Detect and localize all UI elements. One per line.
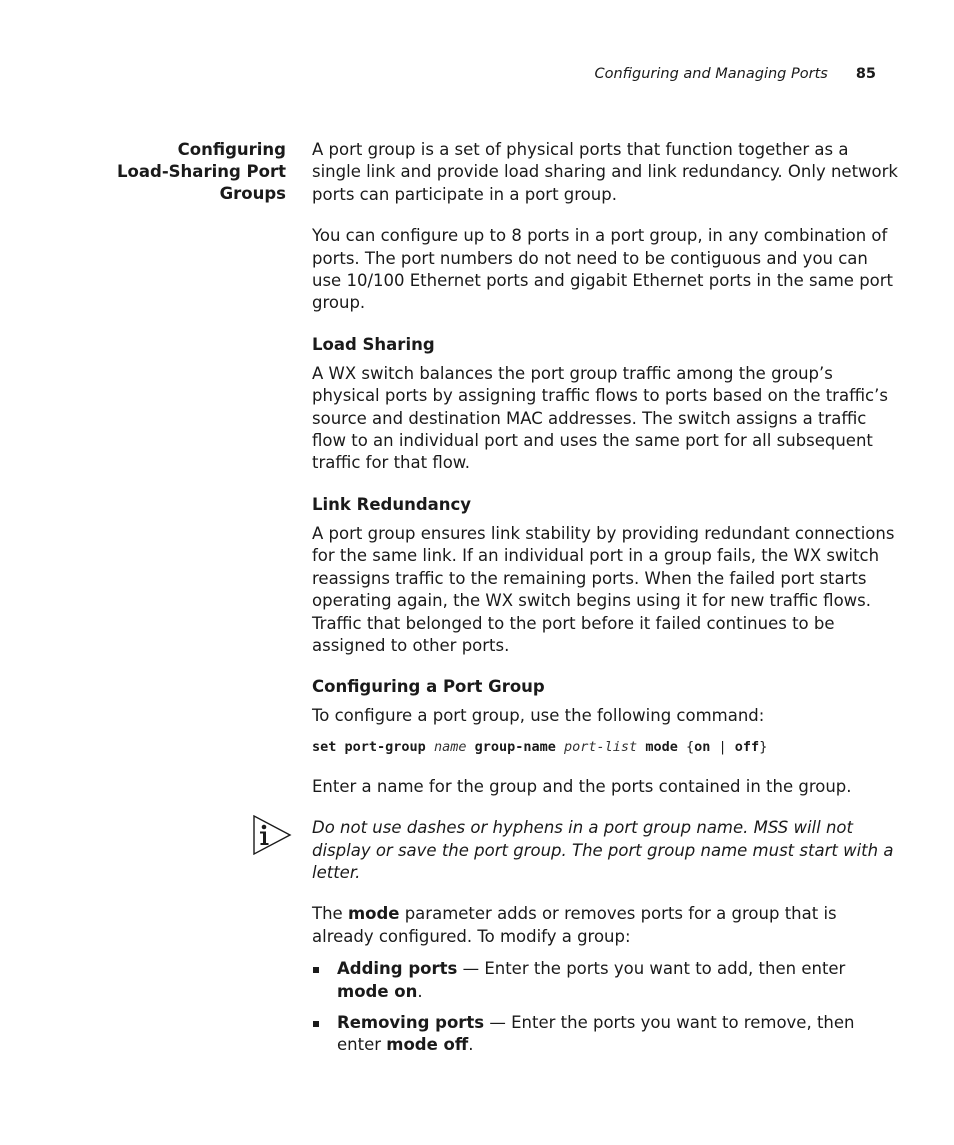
bullet-text: — Enter the ports you want to remove, then enter — [337, 1012, 855, 1055]
bullet-label: Adding ports — [337, 959, 458, 979]
bullet-label: Removing ports — [337, 1012, 485, 1032]
command-variable: port-list — [564, 738, 638, 755]
configuring-port-group-heading: Configuring a Port Group — [312, 677, 545, 697]
command-keyword: set port-group — [312, 738, 426, 755]
load-sharing-heading: Load Sharing — [312, 334, 435, 354]
running-header-title: Configuring and Managing Ports — [594, 66, 828, 82]
configuring-intro-paragraph: To configure a port group, use the following command: — [312, 706, 765, 726]
command-keyword: group-name — [474, 738, 556, 755]
mode-keyword: mode — [347, 904, 400, 924]
link-redundancy-heading: Link Redundancy — [312, 494, 472, 514]
mode-paragraph — [312, 903, 902, 948]
bullet-square-icon — [313, 967, 319, 973]
command-brace: } — [759, 738, 768, 755]
section-heading-line: Groups — [219, 184, 286, 203]
link-redundancy-paragraph: A port group ensures link stability by providing redundant connections for the same link. If an individual port in a group fails, the WX switch reassigns traffic to the remaining ports. When the failed port starts operating again, the WX switch begins using it for new traffic flows. Traffic that belonged to the port before it failed continues to be assigned to other ports. — [312, 523, 895, 655]
bullet-list — [312, 958, 902, 1057]
mode-text: The — [312, 904, 348, 924]
after-command-paragraph: Enter a name for the group and the ports contained in the group. — [312, 776, 852, 796]
info-note-icon — [252, 815, 292, 855]
bullet-end: . — [417, 981, 423, 1001]
command-option: off — [734, 738, 760, 755]
bullet-command: mode on — [337, 981, 418, 1001]
mode-text: parameter adds or removes ports for a group that is already configured. To modify a group: — [312, 904, 837, 946]
command-separator: | — [718, 738, 727, 755]
command-variable: name — [433, 738, 467, 755]
bullet-end: . — [468, 1035, 474, 1055]
bullet-command: mode off — [386, 1035, 469, 1055]
section-heading-line: Load-Sharing Port — [117, 162, 286, 181]
page-number: 85 — [855, 66, 876, 82]
bullet-text: — Enter the ports you want to add, then enter — [457, 959, 846, 979]
list-item — [312, 958, 902, 1003]
note-text: Do not use dashes or hyphens in a port group name. MSS will not display or save the port group. The port group name must start with a letter. — [312, 818, 894, 882]
command-syntax — [312, 737, 902, 757]
command-keyword: mode — [645, 738, 678, 755]
command-brace: { — [685, 738, 695, 755]
bullet-square-icon — [313, 1021, 319, 1027]
intro-paragraph: You can configure up to 8 ports in a port group, in any combination of ports. The port numbers do not need to be contiguous and you can use 10/100 Ethernet ports and gigabit Ethernet ports in the same port group. — [312, 226, 894, 313]
intro-paragraph: A port group is a set of physical ports that function together as a single link and provide load sharing and link redundancy. Only network ports can participate in a port group. — [312, 140, 898, 204]
running-header — [594, 66, 876, 82]
main-content — [312, 139, 902, 1066]
note-block — [312, 817, 902, 884]
section-heading — [86, 139, 286, 205]
command-option: on — [694, 738, 711, 755]
list-item — [312, 1012, 902, 1057]
load-sharing-paragraph: A WX switch balances the port group traffic among the group’s physical ports by assigning traffic flows to ports based on the traffic’s source and destination MAC addresses. The switch assigns a traffic flow to an individual port and uses the same port for all subsequent traffic for that flow. — [312, 363, 888, 473]
section-heading-line: Configuring — [177, 140, 286, 159]
